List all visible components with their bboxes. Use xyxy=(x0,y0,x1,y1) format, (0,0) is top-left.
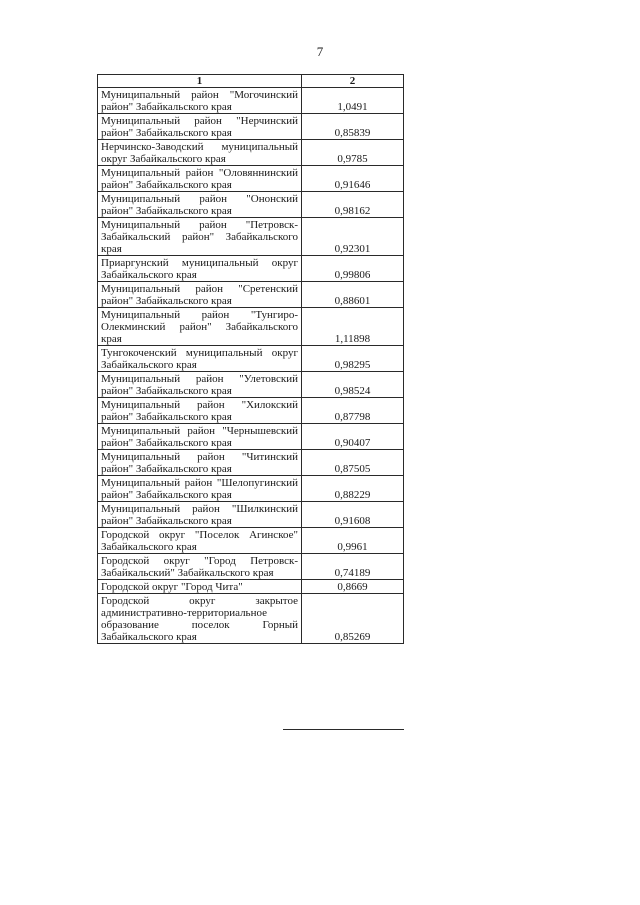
coefficient-value-cell: 0,85269 xyxy=(302,594,404,644)
municipality-name-cell: Городской округ закрытое административно-территориальное образование поселок Горный Забайкальского края xyxy=(98,594,302,644)
municipality-name-cell: Нерчинско-Заводский муниципальный округ Забайкальского края xyxy=(98,140,302,166)
table-row xyxy=(98,308,404,346)
table-row xyxy=(98,372,404,398)
municipality-name-cell: Муниципальный район "Сретенский район" Забайкальского края xyxy=(98,282,302,308)
table-row xyxy=(98,476,404,502)
municipality-name-cell: Муниципальный район "Петровск-Забайкальский район" Забайкальского края xyxy=(98,218,302,256)
table-row xyxy=(98,502,404,528)
table-row xyxy=(98,192,404,218)
municipality-name-cell: Муниципальный район "Могочинский район" Забайкальского края xyxy=(98,88,302,114)
table-row xyxy=(98,282,404,308)
coefficient-value-cell: 0,88229 xyxy=(302,476,404,502)
coefficient-value-cell: 0,9785 xyxy=(302,140,404,166)
table-header-row xyxy=(98,75,404,88)
page-number: 7 xyxy=(316,44,324,59)
coefficient-value-cell: 0,91646 xyxy=(302,166,404,192)
table-row xyxy=(98,218,404,256)
table-row xyxy=(98,594,404,644)
coefficient-value-cell: 0,98524 xyxy=(302,372,404,398)
municipality-name-cell: Муниципальный район "Чернышевский район" Забайкальского края xyxy=(98,424,302,450)
municipality-name-cell: Городской округ "Город Чита" xyxy=(98,580,302,594)
coefficient-value-cell: 0,87505 xyxy=(302,450,404,476)
column-header-2: 2 xyxy=(302,75,404,88)
municipality-name-cell: Тунгокоченский муниципальный округ Забайкальского края xyxy=(98,346,302,372)
municipality-name-cell: Муниципальный район "Читинский район" Забайкальского края xyxy=(98,450,302,476)
municipality-name-cell: Городской округ "Город Петровск-Забайкальский" Забайкальского края xyxy=(98,554,302,580)
table-row xyxy=(98,450,404,476)
table-row xyxy=(98,114,404,140)
coefficient-value-cell: 0,98162 xyxy=(302,192,404,218)
coefficient-value-cell: 0,8669 xyxy=(302,580,404,594)
municipality-name-cell: Муниципальный район "Шелопугинский район" Забайкальского края xyxy=(98,476,302,502)
table-row xyxy=(98,88,404,114)
coefficient-value-cell: 0,98295 xyxy=(302,346,404,372)
table-row xyxy=(98,346,404,372)
municipality-name-cell: Приаргунский муниципальный округ Забайкальского края xyxy=(98,256,302,282)
municipality-name-cell: Муниципальный район "Тунгиро-Олекминский район" Забайкальского края xyxy=(98,308,302,346)
municipality-name-cell: Муниципальный район "Хилокский район" Забайкальского края xyxy=(98,398,302,424)
table-row xyxy=(98,580,404,594)
table-row xyxy=(98,166,404,192)
coefficient-value-cell: 1,11898 xyxy=(302,308,404,346)
table-row xyxy=(98,256,404,282)
table-row xyxy=(98,554,404,580)
coefficient-value-cell: 0,74189 xyxy=(302,554,404,580)
table-row xyxy=(98,398,404,424)
municipality-name-cell: Муниципальный район "Улетовский район" Забайкальского края xyxy=(98,372,302,398)
coefficient-value-cell: 0,88601 xyxy=(302,282,404,308)
coefficient-value-cell: 0,92301 xyxy=(302,218,404,256)
table-row xyxy=(98,424,404,450)
municipality-name-cell: Муниципальный район "Ононский район" Забайкальского края xyxy=(98,192,302,218)
coefficient-value-cell: 1,0491 xyxy=(302,88,404,114)
municipality-name-cell: Муниципальный район "Нерчинский район" Забайкальского края xyxy=(98,114,302,140)
municipality-name-cell: Муниципальный район "Оловяннинский район" Забайкальского края xyxy=(98,166,302,192)
coefficient-table xyxy=(97,74,404,644)
column-header-1: 1 xyxy=(98,75,302,88)
coefficient-value-cell: 0,9961 xyxy=(302,528,404,554)
table-row xyxy=(98,528,404,554)
coefficient-value-cell: 0,90407 xyxy=(302,424,404,450)
coefficient-value-cell: 0,91608 xyxy=(302,502,404,528)
coefficient-value-cell: 0,99806 xyxy=(302,256,404,282)
coefficient-value-cell: 0,87798 xyxy=(302,398,404,424)
municipality-name-cell: Муниципальный район "Шилкинский район" Забайкальского края xyxy=(98,502,302,528)
coefficient-value-cell: 0,85839 xyxy=(302,114,404,140)
municipality-name-cell: Городской округ "Поселок Агинское" Забайкальского края xyxy=(98,528,302,554)
closing-rule-line xyxy=(283,729,404,730)
table-row xyxy=(98,140,404,166)
